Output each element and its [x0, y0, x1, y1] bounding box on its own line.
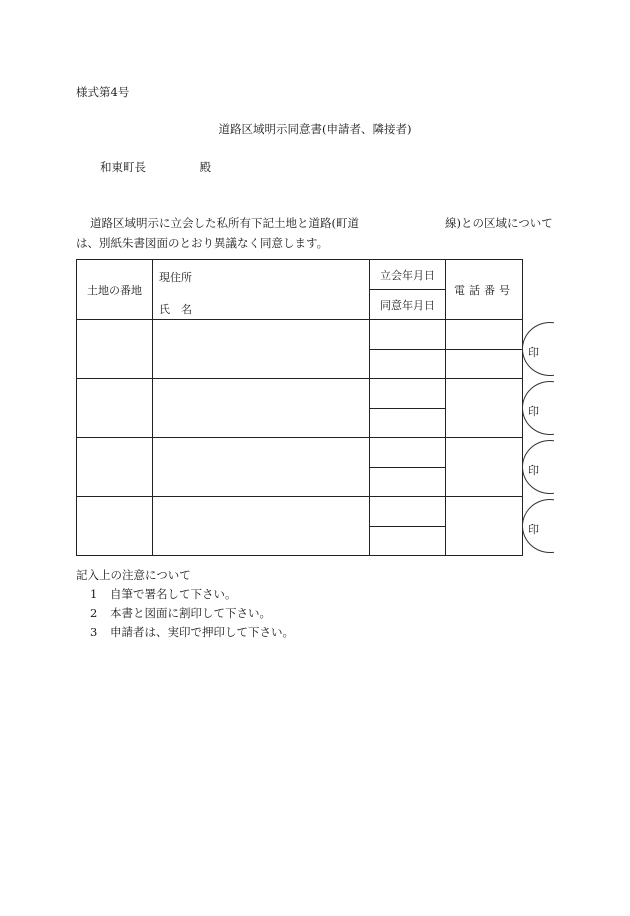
phone-cell[interactable] — [446, 497, 523, 556]
witness-date-cell[interactable] — [370, 438, 446, 468]
seal-mark[interactable] — [522, 322, 554, 378]
witness-date-cell[interactable] — [370, 379, 446, 409]
land-number-cell[interactable] — [77, 379, 153, 438]
addressee-mayor: 和東町長 — [100, 160, 146, 174]
land-number-cell[interactable] — [77, 320, 153, 379]
phone-cell[interactable] — [446, 320, 523, 350]
header-phone: 電話番号 — [446, 260, 523, 320]
address-name-cell[interactable] — [153, 438, 370, 497]
note-number: 1 — [90, 587, 98, 601]
witness-date-cell[interactable] — [370, 497, 446, 527]
seal-label: 印 — [528, 346, 539, 359]
form-number: 様式第4号 — [76, 85, 130, 99]
note-item — [90, 589, 237, 601]
seal-mark[interactable] — [522, 499, 554, 555]
phone-cell[interactable] — [446, 379, 523, 438]
header-land-number: 土地の番地 — [77, 260, 153, 320]
note-number: 2 — [90, 606, 98, 620]
witness-date-cell[interactable] — [370, 320, 446, 350]
document-title: 道路区域明示同意書(申請者、隣接者) — [218, 122, 412, 136]
header-current-address: 現住所 — [159, 271, 192, 284]
consent-table — [76, 259, 523, 556]
phone-cell[interactable] — [446, 438, 523, 497]
body-text-line-1 — [90, 218, 553, 230]
seal-label: 印 — [528, 405, 539, 418]
note-item — [90, 627, 294, 639]
header-address-name — [153, 260, 370, 320]
land-number-cell[interactable] — [77, 438, 153, 497]
note-text: 自筆で署名して下さい。 — [110, 587, 237, 601]
consent-date-cell[interactable] — [370, 409, 446, 438]
addressee-honorific: 殿 — [199, 160, 212, 174]
table-row — [77, 379, 523, 409]
body-line1-prefix: 道路区域明示に立会した私所有下記土地と道路(町道 — [90, 216, 359, 230]
table-row — [77, 438, 523, 468]
address-name-cell[interactable] — [153, 379, 370, 438]
header-name: 氏 名 — [159, 303, 192, 316]
address-name-cell[interactable] — [153, 320, 370, 379]
seal-label: 印 — [528, 523, 539, 536]
seal-mark[interactable] — [522, 381, 554, 437]
note-number: 3 — [90, 625, 98, 639]
seal-mark[interactable] — [522, 440, 554, 496]
body-line1-suffix: 線)との区域について — [444, 216, 553, 230]
consent-date-cell[interactable] — [370, 350, 446, 379]
note-text: 申請者は、実印で押印して下さい。 — [110, 625, 294, 639]
consent-date-cell[interactable] — [370, 527, 446, 556]
header-witness-date: 立会年月日 — [370, 260, 446, 290]
phone-cell-lower[interactable] — [446, 350, 523, 379]
notes-title: 記入上の注意について — [76, 568, 191, 582]
table-row — [77, 497, 523, 527]
note-item — [90, 608, 271, 620]
consent-date-cell[interactable] — [370, 468, 446, 497]
seal-label: 印 — [528, 464, 539, 477]
header-consent-date: 同意年月日 — [370, 290, 446, 320]
addressee — [100, 162, 211, 174]
note-text: 本書と図面に割印して下さい。 — [110, 606, 271, 620]
body-text-line-2: は、別紙朱書図面のとおり異議なく同意します。 — [76, 236, 329, 250]
land-number-cell[interactable] — [77, 497, 153, 556]
address-name-cell[interactable] — [153, 497, 370, 556]
table-row — [77, 320, 523, 350]
